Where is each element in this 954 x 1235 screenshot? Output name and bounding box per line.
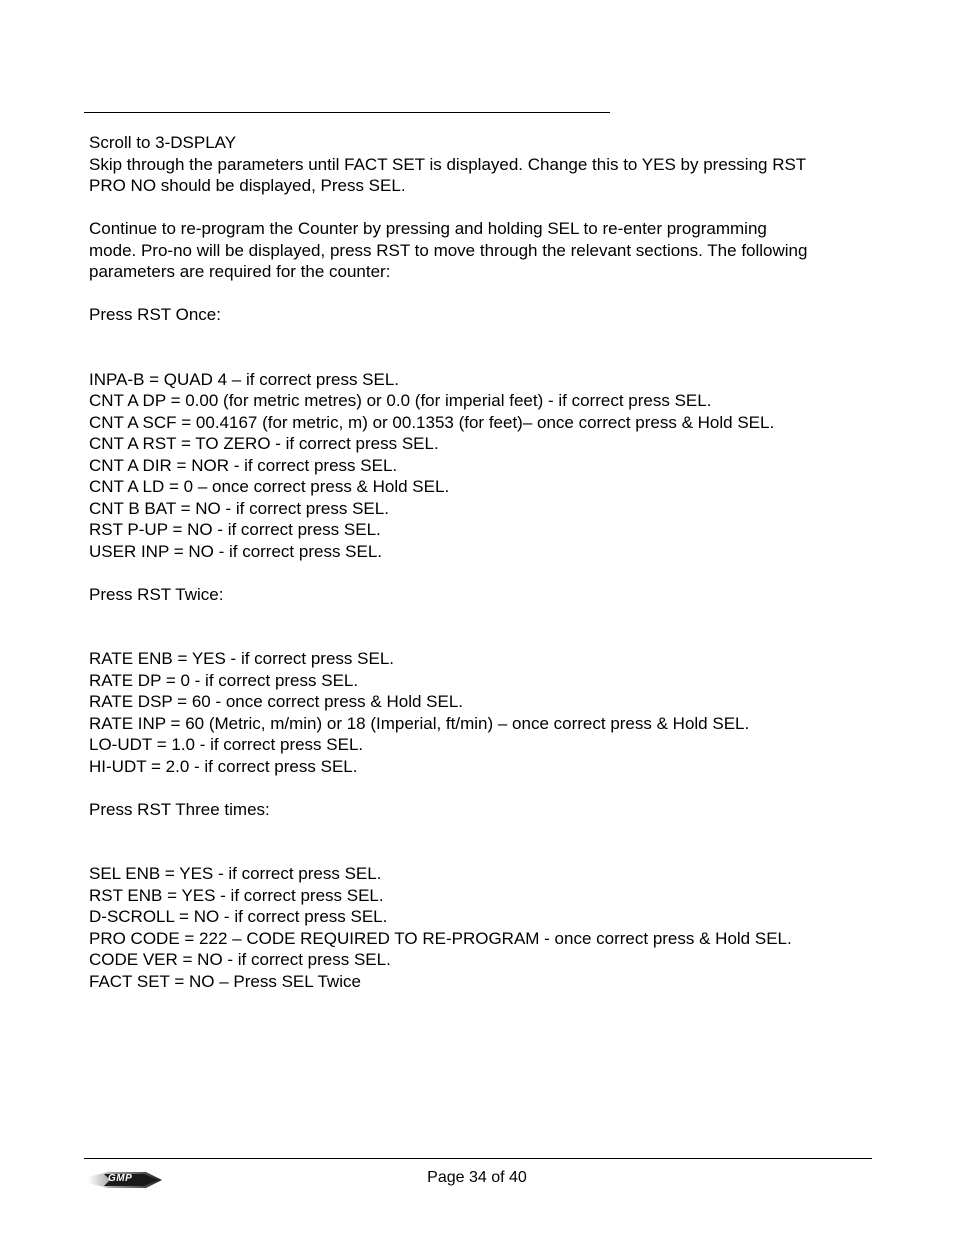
parameter-line: CODE VER = NO - if correct press SEL. [89, 950, 391, 969]
paragraph-line: mode. Pro-no will be displayed, press RST to move through the relevant sections. The following [89, 240, 808, 260]
document-body [89, 132, 889, 992]
parameter-line: LO-UDT = 1.0 - if correct press SEL. [89, 735, 364, 754]
intro-line: PRO NO should be displayed, Press SEL. [89, 176, 406, 195]
paragraph-line: parameters are required for the counter: [89, 262, 391, 281]
intro-line: Scroll to 3-DSPLAY [89, 133, 237, 152]
section-heading: Press RST Twice: [89, 584, 224, 604]
parameter-line: FACT SET = NO – Press SEL Twice [89, 971, 361, 991]
footer-rule [84, 1158, 872, 1159]
parameter-line: RST ENB = YES - if correct press SEL. [89, 885, 384, 905]
parameter-line: RATE DP = 0 - if correct press SEL. [89, 670, 359, 690]
parameter-line: D-SCROLL = NO - if correct press SEL. [89, 907, 388, 926]
parameter-line: INPA-B = QUAD 4 – if correct press SEL. [89, 369, 400, 389]
header-rule [84, 112, 610, 113]
parameter-line: HI-UDT = 2.0 - if correct press SEL. [89, 756, 358, 776]
parameter-line: PRO CODE = 222 – CODE REQUIRED TO RE-PROGRAM - once correct press & Hold SEL. [89, 928, 792, 948]
parameter-line: CNT A RST = TO ZERO - if correct press SEL. [89, 434, 439, 453]
parameter-line: RST P-UP = NO - if correct press SEL. [89, 520, 381, 539]
page-number: Page 34 of 40 [427, 1169, 527, 1186]
section-heading: Press RST Three times: [89, 799, 270, 819]
parameter-line: USER INP = NO - if correct press SEL. [89, 541, 383, 561]
intro-line: Skip through the parameters until FACT SET is displayed. Change this to YES by pressing RST [89, 154, 807, 174]
parameter-line: SEL ENB = YES - if correct press SEL. [89, 864, 382, 883]
parameter-line: CNT A DP = 0.00 (for metric metres) or 0.0 (for imperial feet) - if correct press SEL. [89, 391, 712, 410]
parameter-line: CNT A DIR = NOR - if correct press SEL. [89, 455, 398, 475]
parameter-line: CNT A SCF = 00.4167 (for metric, m) or 00.1353 (for feet)– once correct press & Hold SEL. [89, 412, 775, 432]
parameter-line: RATE DSP = 60 - once correct press & Hold SEL. [89, 692, 463, 711]
logo-text: GMP [108, 1173, 133, 1184]
parameter-line: CNT B BAT = NO - if correct press SEL. [89, 498, 389, 518]
parameter-line: RATE ENB = YES - if correct press SEL. [89, 649, 394, 668]
paragraph-line: Continue to re-program the Counter by pressing and holding SEL to re-enter programming [89, 219, 767, 238]
parameter-line: RATE INP = 60 (Metric, m/min) or 18 (Imperial, ft/min) – once correct press & Hold SEL. [89, 713, 750, 733]
section-heading: Press RST Once: [89, 305, 221, 324]
parameter-line: CNT A LD = 0 – once correct press & Hold SEL. [89, 477, 450, 496]
